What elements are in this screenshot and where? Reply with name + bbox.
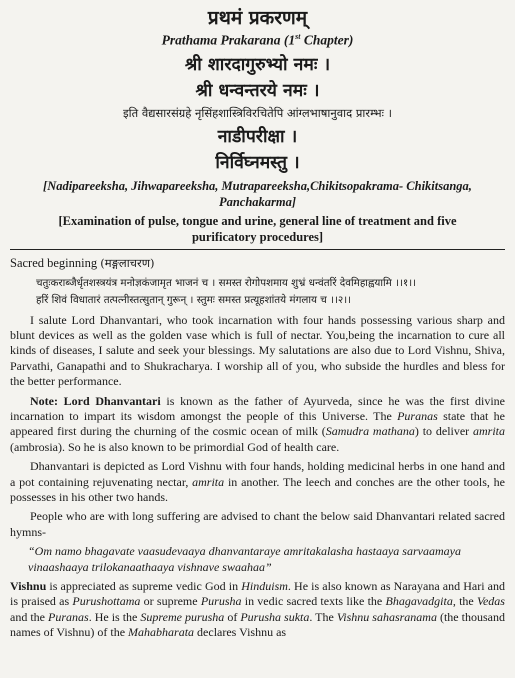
- nadi-pareeksha-heading: नाडीपरीक्षा ।: [217, 126, 298, 147]
- chapter-title-devanagari: प्रथमं प्रकरणम्: [207, 7, 308, 29]
- paragraph-vishnu: Vishnu is appreciated as supreme vedic God in Hinduism. He is also known as Narayana and Hari and is praised as Purushottama or supreme Purusha in vedic sacred texts like the Bhagavadgita, the Vedas and the Puranas. He is the Supreme purusha of Purusha sukta. The Vishnu sahasranama (the thousand names of Vishnu) of the Mahabharata declares Vishnu as: [10, 579, 506, 640]
- paragraph-hymn-advice: People who are with long suffering are advised to chant the below said Dhanvantari related sacred hymns-: [10, 509, 505, 539]
- paragraph-salutation: I salute Lord Dhanvantari, who took incarnation with four hands possessing various sharp and blunt devices as well as the golden vase which is full of nectar. You,being the incarnation to cure all kinds of diseases, I salute and seek your blessings. My salutations are also due to Lord Vishnu, Shiva, Parvathi, Ganapathi and to Shukracharya. I worship all of you, who subside the hurdles and bless for the better performance.: [10, 312, 505, 389]
- invocation-sharada: श्री शारदागुरुभ्यो नमः ।: [184, 54, 331, 75]
- nirvighnam-heading: निर्विघ्नमस्तु ।: [215, 152, 300, 173]
- paragraph-depiction: Dhanvantari is depicted as Lord Vishnu with four hands, holding medicinal herbs in one hand and a pot containing rejuvenating nectar, amrita in another. The leech and conches are the other tools, he possesses in his other two hands.: [10, 459, 505, 504]
- invocation-dhanvantari: श्री धन्वन्तरये नमः ।: [195, 80, 320, 101]
- chapter-subtitle: Prathama Prakarana (1st Chapter): [161, 32, 354, 48]
- hymn-quote: “Om namo bhagavate vaasudevaaya dhanvantaraye amritakalasha hastaaya sarvaamaya vinaashaaya trilokanaathaaya vishnave swaahaa”: [28, 544, 461, 574]
- chapter-header: [10, 0, 505, 245]
- topics-list: [Nadipareeksha, Jihwapareeksha, Mutrapareeksha,Chikitsopakrama- Chikitsanga, Panchakarma]: [43, 178, 472, 209]
- intro-line: इति वैद्यसारसंग्रहे नृसिंहशास्त्रिविरचितेपि आंग्लभाषानुवाद प्रारम्भः ।: [123, 105, 392, 120]
- examination-caption: [Examination of pulse, tongue and urine, general line of treatment and five purificatory procedures]: [58, 213, 457, 244]
- paragraph-note: Note: Lord Dhanvantari is known as the father of Ayurveda, since he was the first divine incarnation to impart its wisdom amongst the people of this Universe. The Puranas state that he appeared first during the churning of the cosmic ocean of milk (Samudra mathana) to deliver amrita (ambrosia). So he is also known to be primordial God of health care.: [10, 393, 506, 454]
- verse-one: चतुःकराब्जैर्धृतशस्त्रयंत्र मनोज्ञकंजामृत भाजनं च । समस्त रोगोपशमाय शुभ्रं धन्वंतरिं देवमिहाह्वयामि ।।१।।: [36, 276, 417, 289]
- verse-two: हरिं शिवं विधातारं तत्पत्नीस्तत्सुतान् गुरून् । स्तुमः समस्त प्रत्यूहशांतये मंगलाय च ।।२।।: [36, 293, 352, 306]
- section-heading: Sacred beginning (मङ्गलाचरण): [10, 255, 155, 270]
- section-divider: [10, 249, 505, 250]
